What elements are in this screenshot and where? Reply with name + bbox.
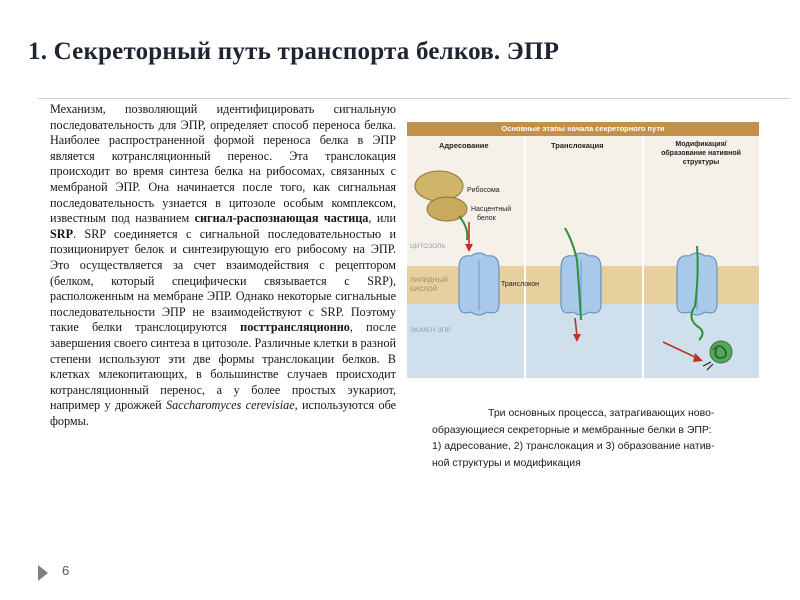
title-divider xyxy=(38,98,790,99)
srp-abbreviation: SRP xyxy=(50,226,74,241)
page-number: 6 xyxy=(62,563,70,578)
ribosome-label: Рибосома xyxy=(467,187,500,194)
body-text-part-2: , или xyxy=(368,211,396,226)
species-name: Saccharomyces cerevisiae xyxy=(165,398,295,413)
column-title-translocation: Транслокация xyxy=(551,141,604,150)
body-text xyxy=(50,102,396,429)
lipid-bilayer-label: ЛИПИДНЫЙ xyxy=(410,277,448,284)
column-title-modification: Модификация/ xyxy=(675,141,727,148)
nascent-protein-label: Насцентный xyxy=(471,206,512,213)
figure-header: Основные этапы начала секреторного пути xyxy=(407,122,759,136)
caption-line: 1) адресование, 2) транслокация и 3) образование натив- xyxy=(432,440,715,452)
lipid-bilayer-label: БИСЛОЙ xyxy=(410,286,438,293)
column-title-targeting: Адресование xyxy=(439,141,489,150)
body-text-part-5: , используются обе формы. xyxy=(50,398,397,428)
cytosol-label: ЦИТОЗОЛЬ xyxy=(410,243,446,250)
nascent-protein-label: белок xyxy=(477,215,496,222)
translocon-label: Транслокон xyxy=(501,281,539,288)
column-title-modification: образование нативной xyxy=(661,150,741,157)
caption-line: образующиеся секреторные и мембранные белки в ЭПР: xyxy=(432,423,712,436)
figure-diagram xyxy=(407,136,759,378)
body-text-part-3: . SRP соединяется с сигнальной последовательностью и позиционирует белок и синтезирующую его рибосому на ЭПР. Это осуществляется за счет взаимодействия с рецептором (белком, который специфически связывается с SRP), расположенным на мембране ЭПР. Однако некоторые сигнальные последовательности ЭПР не взаимодействуют с SRP. Поэтому такие белки транслоцируются xyxy=(50,226,396,335)
figure-caption xyxy=(432,405,778,471)
body-text-part-1: Механизм, позволяющий идентифицировать сигнальную последовательность для ЭПР, определяет способ переноса белка. Наиболее распространенной формой переноса белка в ЭПР является котрансляционный перенос. Эта транслокация происходит во время синтеза белка на рибосомах, связанных с мембраной ЭПР. Она начинается после того, как сигнальная последовательность узнается в цитозоле особым комплексом, известным под названием xyxy=(50,102,396,226)
caption-line: ной структуры и модификация xyxy=(432,456,581,469)
caption-line: Три основных процесса, затрагивающих ново- xyxy=(488,407,715,419)
er-lumen-label: ЛЮМЕН ЭПР xyxy=(410,327,451,334)
slide-marker-icon xyxy=(38,565,48,581)
column-title-modification: структуры xyxy=(682,159,720,166)
body-text-part-4: , после завершения своего синтеза в цитозоле. Различные клетки в разной степени используют эти две формы транслокации белков. В клетках млекопитающих, в большинстве случаев происходит котрансляционный перенос, а у более простых эукариот, например у дрожжей xyxy=(50,320,396,413)
secretory-pathway-figure xyxy=(407,122,759,378)
posttranslational-term: посттрансляционно xyxy=(240,320,350,335)
slide-title: 1. Секреторный путь транспорта белков. ЭПР xyxy=(28,38,560,65)
srp-term: сигнал-распознающая частица xyxy=(194,211,369,226)
